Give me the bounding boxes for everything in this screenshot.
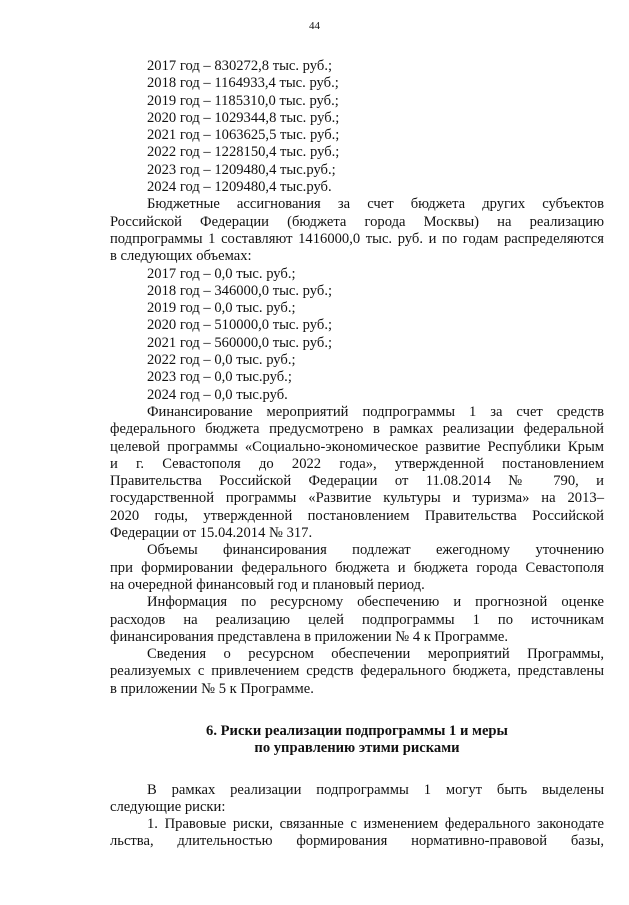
list-item: 2020 год – 1029344,8 тыс. руб.;	[147, 109, 340, 126]
text-line: льства, длительностью формирования нормативно-правовой базы,	[110, 833, 604, 850]
text-line: финансирования представлена в приложении № 4 к Программе.	[110, 628, 508, 645]
text-line: в следующих объемах:	[110, 248, 252, 265]
paragraph-federal-financing	[110, 404, 604, 542]
text-line: при формировании федерального бюджета и бюджета города Севастополя	[110, 559, 604, 576]
text-line: государственной программы «Развитие культуры и туризма» на 2013–	[110, 490, 604, 507]
paragraph-resource-info	[110, 594, 604, 646]
text-line: Бюджетные ассигнования за счет бюджета других субъектов	[147, 196, 604, 213]
list-item: 2024 год – 0,0 тыс.руб.	[147, 386, 288, 403]
list-item: 2020 год – 510000,0 тыс. руб.;	[147, 317, 333, 334]
list-item: 2019 год – 0,0 тыс. руб.;	[147, 300, 296, 317]
heading-line: по управлению этими рисками	[254, 740, 460, 757]
list-republic-budget	[110, 58, 604, 196]
paragraph-budget-other-subjects	[110, 196, 604, 265]
text-line: 2020 годы, утвержденной постановлением Правительства Российской	[110, 507, 604, 524]
section-heading	[110, 723, 604, 758]
list-item: 2018 год – 346000,0 тыс. руб.;	[147, 282, 333, 299]
text-line: Информация по ресурсному обеспечению и прогнозной оценке	[147, 594, 604, 611]
list-item: 2021 год – 1063625,5 тыс. руб.;	[147, 127, 340, 144]
list-item: 2021 год – 560000,0 тыс. руб.;	[147, 334, 333, 351]
text-line: следующие риски:	[110, 798, 226, 815]
text-line: в приложении № 5 к Программе.	[110, 680, 314, 697]
document-body	[110, 58, 604, 851]
paragraph-svedeniya	[110, 646, 604, 698]
text-line: Правительства Российской Федерации от 11.08.2014 № 790, и	[110, 473, 604, 490]
paragraph-legal-risks	[110, 816, 604, 851]
text-line: В рамках реализации подпрограммы 1 могут быть выделены	[147, 781, 604, 798]
text-line: расходов на реализацию целей подпрограммы 1 по источникам	[110, 611, 604, 628]
list-item: 2023 год – 0,0 тыс.руб.;	[147, 369, 292, 386]
list-item: 2022 год – 1228150,4 тыс. руб.;	[147, 144, 340, 161]
text-line: на очередной финансовый год и плановый период.	[110, 576, 425, 593]
text-line: Объемы финансирования подлежат ежегодному уточнению	[147, 542, 604, 559]
list-item: 2019 год – 1185310,0 тыс. руб.;	[147, 92, 339, 109]
list-item: 2018 год – 1164933,4 тыс. руб.;	[147, 75, 339, 92]
text-line: федерального бюджета предусмотрено в рамках реализации федеральной	[110, 421, 604, 438]
text-line: Российской Федерации (бюджета города Москвы) на реализацию	[110, 213, 604, 230]
text-line: 1. Правовые риски, связанные с изменением федерального законодате	[147, 816, 604, 833]
list-item: 2017 год – 0,0 тыс. руб.;	[147, 265, 296, 282]
paragraph-volumes	[110, 542, 604, 594]
paragraph-risks-intro	[110, 782, 604, 817]
text-line: целевой программы «Социально-экономическое развитие Республики Крым	[110, 438, 604, 455]
text-line: Федерации от 15.04.2014 № 317.	[110, 525, 313, 542]
page-number: 44	[309, 20, 320, 32]
list-moscow-budget	[110, 266, 604, 404]
text-line: и г. Севастополя до 2022 года», утвержденной постановлением	[110, 455, 604, 472]
list-item: 2024 год – 1209480,4 тыс.руб.	[147, 179, 332, 196]
list-item: 2017 год – 830272,8 тыс. руб.;	[147, 58, 333, 74]
list-item: 2023 год – 1209480,4 тыс.руб.;	[147, 161, 336, 178]
text-line: Сведения о ресурсном обеспечении мероприятий Программы,	[147, 646, 604, 663]
heading-line: 6. Риски реализации подпрограммы 1 и меры	[206, 722, 508, 739]
list-item: 2022 год – 0,0 тыс. руб.;	[147, 352, 296, 369]
text-line: Финансирование мероприятий подпрограммы 1 за счет средств	[147, 403, 604, 420]
text-line: подпрограммы 1 составляют 1416000,0 тыс. руб. и по годам распределяются	[110, 230, 604, 247]
text-line: реализуемых с привлечением средств федерального бюджета, представлены	[110, 663, 604, 680]
